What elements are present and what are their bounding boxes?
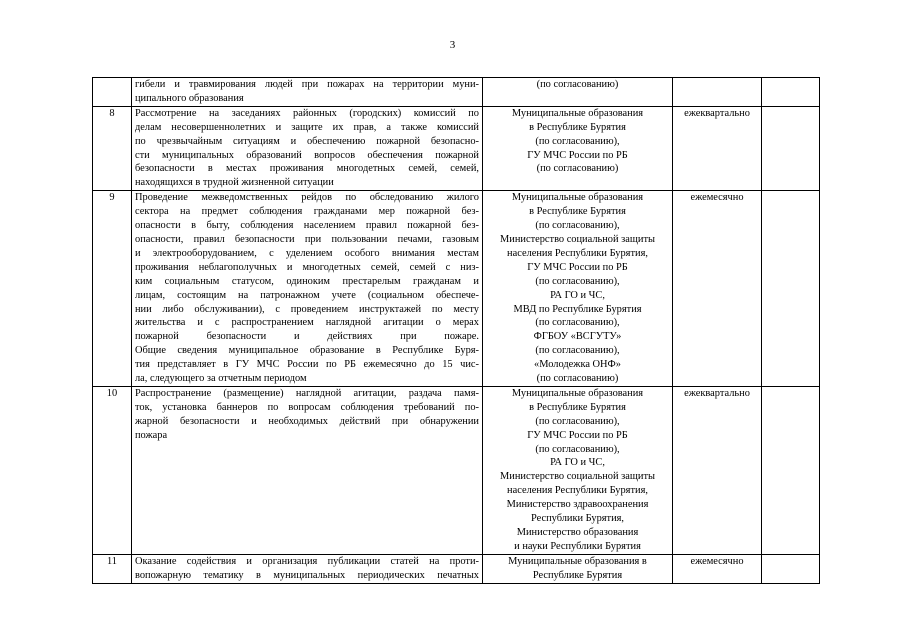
description-line: пожара	[135, 429, 168, 441]
deadline-cell: ежемесячно	[673, 554, 762, 583]
table-row	[93, 106, 820, 190]
responsible-line: Муниципальные образования	[511, 387, 644, 399]
responsible-line: (по согласованию)	[536, 373, 619, 385]
responsible-line: Министерство социальной защиты	[500, 471, 655, 483]
responsible-line: (по согласованию),	[535, 345, 620, 357]
responsible-line: (по согласованию),	[535, 443, 620, 455]
responsible-line: Министерство социальной защиты	[500, 233, 655, 245]
responsible-line: (по согласованию)	[536, 163, 619, 175]
responsible-cell	[483, 78, 673, 107]
responsible-line: в Республике Бурятия	[529, 206, 626, 218]
responsible-line: в Республике Бурятия	[529, 121, 626, 133]
measure-description-cell	[132, 106, 483, 190]
description-line: Рассмотрение на заседаниях районных (городских) комиссий по	[135, 107, 479, 119]
responsible-line: ГУ МЧС России по РБ	[527, 149, 628, 161]
table-row	[93, 78, 820, 107]
note-cell	[762, 191, 820, 387]
item-number-cell	[93, 78, 132, 107]
description-line: ла, следующего за отчетным периодом	[135, 373, 307, 385]
table-row	[93, 191, 820, 387]
description-line: Оказание содействия и организация публикации статей на проти-	[135, 555, 479, 567]
description-line: жительства и с распространением наглядной агитации о мерах	[135, 317, 479, 329]
description-line: опасности в быту, соблюдения населением правил пожарной без-	[135, 220, 479, 232]
deadline-cell: ежеквартально	[673, 106, 762, 190]
description-line: безопасности в местах проживания многодетных семей, семей,	[135, 163, 479, 175]
table-row	[93, 554, 820, 583]
responsible-line: ФГБОУ «ВСГУТУ»	[533, 331, 622, 343]
item-number-cell: 10	[93, 386, 132, 554]
responsible-line: населения Республики Бурятия,	[507, 485, 648, 497]
description-line: находящихся в трудной жизненной ситуации	[135, 177, 334, 189]
responsible-line: (по согласованию),	[535, 135, 620, 147]
responsible-cell	[483, 386, 673, 554]
responsible-line: МВД по Республике Бурятия	[513, 303, 642, 315]
measure-description-cell	[132, 78, 483, 107]
responsible-line: (по согласованию),	[535, 220, 620, 232]
description-line: проживания неблагополучных и многодетных семей, семей с низ-	[135, 261, 479, 273]
description-line: по чрезвычайным ситуациям и обеспечению пожарной безопасно-	[135, 135, 479, 147]
responsible-line: населения Республики Бурятия,	[507, 247, 648, 259]
description-line: сектора на предмет соблюдения гражданами мер пожарной без-	[135, 206, 479, 218]
description-line: Проведение межведомственных рейдов по обследованию жилого	[135, 192, 479, 204]
description-line: нии либо обслуживании), с проведением инструктажей по месту	[135, 303, 479, 315]
responsible-line: Муниципальные образования	[511, 107, 644, 119]
description-line: сти муниципальных образований вопросов обеспечения пожарной	[135, 149, 479, 161]
measure-description-cell	[132, 386, 483, 554]
item-number-cell: 8	[93, 106, 132, 190]
table-row	[93, 386, 820, 554]
item-number-cell: 9	[93, 191, 132, 387]
responsible-line: «Молодежка ОНФ»	[534, 359, 621, 371]
description-line: и электрооборудованием, с уделением особого внимания местам	[135, 247, 479, 259]
responsible-line: РА ГО и ЧС,	[550, 289, 605, 301]
description-line: Общие сведения муниципальное образование в Республике Буря-	[135, 345, 479, 357]
description-line: вопожарную тематику в муниципальных периодических печатных	[135, 569, 479, 581]
responsible-line: Министерство образования	[516, 527, 639, 538]
deadline-cell	[673, 78, 762, 107]
responsible-line: в Республике Бурятия	[529, 401, 626, 413]
description-line: пожарной безопасности и действиях при пожаре.	[135, 331, 479, 343]
responsible-line: (по согласованию),	[535, 415, 620, 427]
deadline-cell: ежемесячно	[673, 191, 762, 387]
responsible-cell	[483, 554, 673, 583]
responsible-line: (по согласованию),	[535, 275, 620, 287]
description-line: лицам, состоящим на патронажном учете (социальном обеспече-	[135, 289, 479, 301]
description-line: ким социальным статусом, одиноким престарелым гражданам и	[135, 275, 479, 287]
description-line: Распространение (размещение) наглядной агитации, раздача памя-	[135, 387, 479, 399]
description-line: ток, установка баннеров по вопросам соблюдения требований по-	[135, 401, 479, 413]
description-line: жарной безопасности и необходимых действий при обнаружении	[135, 415, 479, 427]
description-line: тия представляет в ГУ МЧС России по РБ ежемесячно до 15 чис-	[135, 359, 479, 371]
responsible-line: ГУ МЧС России по РБ	[527, 261, 628, 273]
responsible-line: РА ГО и ЧС,	[550, 457, 605, 469]
note-cell	[762, 386, 820, 554]
responsible-cell	[483, 191, 673, 387]
description-line: делам несовершеннолетних и защите их прав, а также комиссий	[135, 121, 479, 133]
responsible-line: Министерство здравоохранения	[506, 499, 649, 511]
responsible-line: Республики Бурятия,	[530, 513, 625, 525]
description-line: гибели и травмирования людей при пожарах на территории муни-	[135, 79, 479, 90]
responsible-line: и науки Республики Бурятия	[514, 540, 641, 552]
responsible-line: Муниципальные образования в	[508, 555, 647, 567]
page-number: 3	[449, 39, 456, 51]
responsible-line: Республике Бурятия	[532, 569, 623, 581]
responsible-line: (по согласованию)	[536, 79, 619, 90]
deadline-cell: ежеквартально	[673, 386, 762, 554]
note-cell	[762, 106, 820, 190]
description-line: ципального образования	[135, 92, 244, 104]
responsible-line: (по согласованию),	[535, 317, 620, 329]
measure-description-cell	[132, 554, 483, 583]
measure-description-cell	[132, 191, 483, 387]
table-body	[93, 78, 820, 584]
note-cell	[762, 78, 820, 107]
note-cell	[762, 554, 820, 583]
responsible-line: Муниципальные образования	[511, 192, 644, 204]
item-number-cell: 11	[93, 554, 132, 583]
responsible-line: ГУ МЧС России по РБ	[527, 429, 628, 441]
responsible-cell	[483, 106, 673, 190]
description-line: опасности, правил безопасности при пользовании печами, газовым	[135, 233, 479, 245]
action-plan-table	[92, 77, 820, 584]
